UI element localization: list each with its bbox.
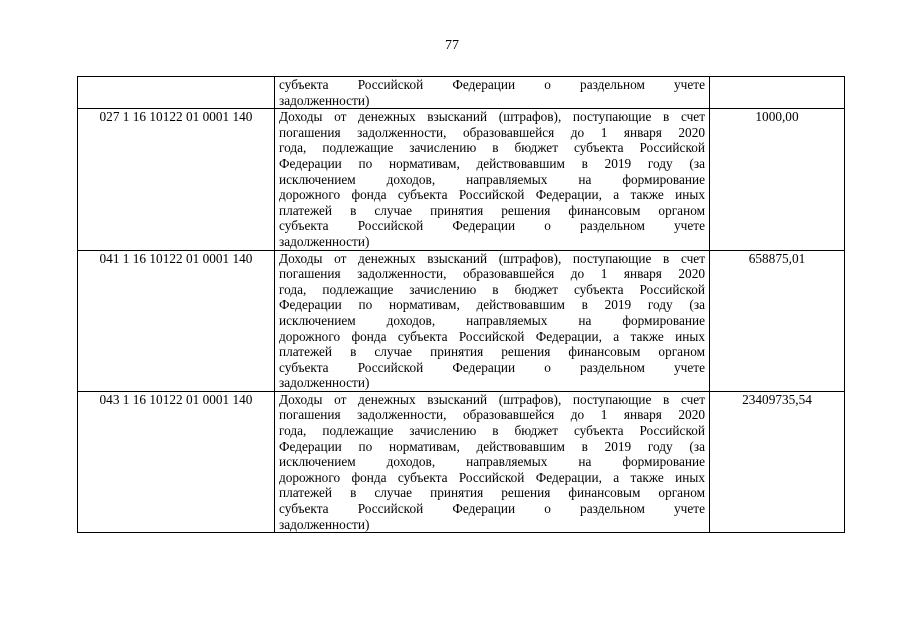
description-line: Доходы от денежных взысканий (штрафов), поступающие в счет xyxy=(279,109,705,125)
description-line: субъекта Российской Федерации о раздельном учете xyxy=(279,218,705,234)
description-line: погашения задолженности, образовавшейся до 1 января 2020 xyxy=(279,407,705,423)
revenue-description-cell xyxy=(275,391,710,532)
page-number: 77 xyxy=(445,38,459,53)
description-line: задолженности) xyxy=(279,375,370,391)
description-line: дорожного фонда субъекта Российской Федерации, а также иных xyxy=(279,469,705,485)
description-line: задолженности) xyxy=(279,233,370,249)
description-line: субъекта Российской Федерации о раздельном учете xyxy=(279,359,705,375)
description-line: Федерации по нормативам, действовавшим в 2019 году (за xyxy=(279,297,705,313)
table-row xyxy=(78,391,845,532)
revenue-description-cell xyxy=(275,250,710,391)
table-row xyxy=(78,109,845,250)
revenue-code-cell xyxy=(78,77,275,109)
table-row xyxy=(78,250,845,391)
description-line: задолженности) xyxy=(279,92,370,108)
description-line: платежей в случае принятия решения финансовым органом xyxy=(279,344,705,360)
description-line: исключением доходов, направляемых на формирование xyxy=(279,312,705,328)
revenue-code-cell: 043 1 16 10122 01 0001 140 xyxy=(78,391,275,532)
description-line: исключением доходов, направляемых на формирование xyxy=(279,171,705,187)
amount-cell xyxy=(710,77,845,109)
description-line: дорожного фонда субъекта Российской Федерации, а также иных xyxy=(279,187,705,203)
description-line: погашения задолженности, образовавшейся до 1 января 2020 xyxy=(279,124,705,140)
description-line: погашения задолженности, образовавшейся до 1 января 2020 xyxy=(279,266,705,282)
budget-revenue-table xyxy=(77,76,845,533)
description-line: Доходы от денежных взысканий (штрафов), поступающие в счет xyxy=(279,391,705,407)
description-line: субъекта Российской Федерации о раздельном учете xyxy=(279,77,705,92)
description-line: Федерации по нормативам, действовавшим в 2019 году (за xyxy=(279,155,705,171)
amount-cell: 1000,00 xyxy=(710,109,845,250)
revenue-description-cell xyxy=(275,109,710,250)
description-line: дорожного фонда субъекта Российской Федерации, а также иных xyxy=(279,328,705,344)
description-line: года, подлежащие зачислению в бюджет субъекта Российской xyxy=(279,140,705,156)
description-line: Доходы от денежных взысканий (штрафов), поступающие в счет xyxy=(279,250,705,266)
description-line: Федерации по нормативам, действовавшим в 2019 году (за xyxy=(279,438,705,454)
description-line: года, подлежащие зачислению в бюджет субъекта Российской xyxy=(279,423,705,439)
revenue-description-cell xyxy=(275,77,710,109)
revenue-code-cell: 041 1 16 10122 01 0001 140 xyxy=(78,250,275,391)
description-line: платежей в случае принятия решения финансовым органом xyxy=(279,485,705,501)
description-line: исключением доходов, направляемых на формирование xyxy=(279,454,705,470)
table-row xyxy=(78,77,845,109)
table-body xyxy=(78,77,845,533)
amount-cell: 658875,01 xyxy=(710,250,845,391)
description-line: года, подлежащие зачислению в бюджет субъекта Российской xyxy=(279,281,705,297)
description-line: субъекта Российской Федерации о раздельном учете xyxy=(279,501,705,517)
revenue-code-cell: 027 1 16 10122 01 0001 140 xyxy=(78,109,275,250)
description-line: задолженности) xyxy=(279,516,370,532)
amount-cell: 23409735,54 xyxy=(710,391,845,532)
description-line: платежей в случае принятия решения финансовым органом xyxy=(279,202,705,218)
